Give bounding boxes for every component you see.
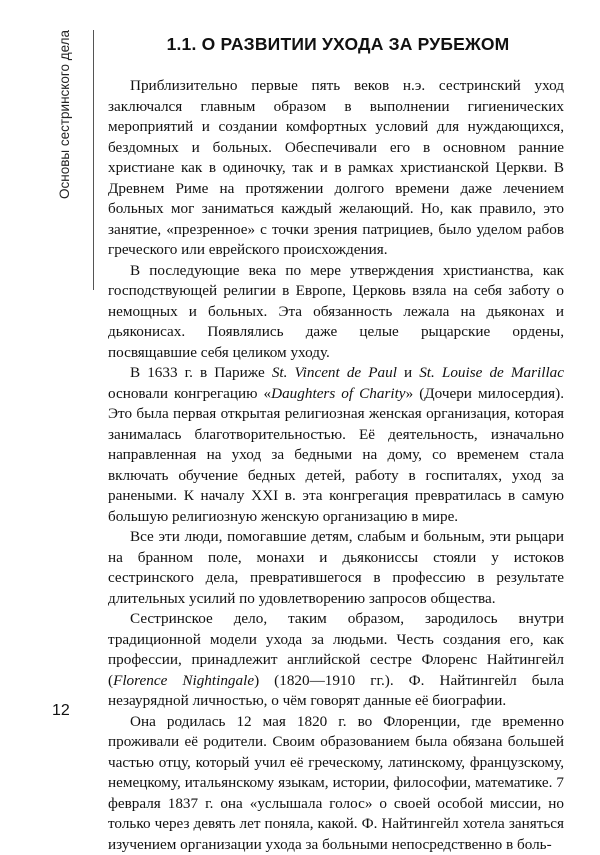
paragraph-3-name-louise: St. Louise de Marillac (419, 364, 564, 381)
body-text (108, 76, 564, 855)
running-head: Основы сестринского дела (57, 30, 72, 290)
paragraph-6: Она родилась 12 мая 1820 г. во Флоренции, где временно проживали её родители. Своим образованием была обязана большей частью отцу, который учил её греческому, латинскому, французскому, немецкому, итальянскому языкам, истории, философии, математике. 7 февраля 1837 г. она «услышала голос» о своей особой миссии, но только через девять лет поняла, какой. Ф. Найтингейл хотела заняться изучением организации ухода за больными непосредственно в боль- (108, 712, 564, 855)
paragraph-3-text-a: В 1633 г. в Париже (130, 364, 272, 381)
page-number: 12 (52, 702, 70, 720)
paragraph-3-text-b: и (397, 364, 419, 381)
paragraph-3-text-d: » (Дочери милосердия). Это была первая открытая религиозная женская организация, которая занималась благотворительностью. Её деятельность, изначально направленная на уход за бедными на дому, со временем стала включать обучение бедных детей, работу в госпиталях, уход за ранеными. К началу XXI в. эта конгрегация превратилась в самую большую религиозную женскую организацию в мире. (108, 385, 564, 525)
paragraph-3-name-vincent: St. Vincent de Paul (272, 364, 397, 381)
paragraph-5-name-nightingale: Florence Nightingale (113, 672, 254, 689)
running-head-rule (93, 30, 94, 290)
paragraph-5-text-b: ) (1820—1910 гг.). Ф. Найтингейл была незаурядной личностью, о чём говорят данные её биографии. (108, 672, 564, 710)
paragraph-1: Приблизительно первые пять веков н.э. сестринский уход заключался главным образом в выполнении гигиенических мероприятий и создании комфортных условий для нуждающихся, бездомных и больных. Обеспечивали его в основном ранние христиане как в одиночку, так и в рамках христианской Церкви. В Древнем Риме на протяжении долгого времени даже лечением больных мог заниматься каждый желающий. Но, как правило, это занятие, «презренное» с точки зрения патрициев, было уделом рабов греческого или еврейского происхождения. (108, 76, 564, 261)
paragraph-3 (108, 363, 564, 527)
paragraph-3-text-c: основали конгрегацию « (108, 385, 271, 402)
paragraph-5 (108, 609, 564, 712)
section-title: 1.1. О РАЗВИТИИ УХОДА ЗА РУБЕЖОМ (108, 34, 568, 55)
paragraph-3-congregation-name: Daughters of Charity (271, 385, 405, 402)
paragraph-5-text-a: Сестринское дело, таким образом, зародилось внутри традиционной модели ухода за людьми. Честь создания его, как профессии, принадлежит английской сестре Флоренс Найтингейл ( (108, 610, 564, 689)
paragraph-2: В последующие века по мере утверждения христианства, как господствующей религии в Европе, Церковь взяла на себя заботу о немощных и больных. Эта обязанность лежала на дьяконах и дьяконисах. Появлялись даже целые рыцарские ордены, посвящавшие себя целиком уходу. (108, 261, 564, 364)
paragraph-4: Все эти люди, помогавшие детям, слабым и больным, эти рыцари на бранном поле, монахи и дьякониссы стояли у истоков сестринского дела, превратившегося в профессию в результате длительных усилий по удовлетворению запросов общества. (108, 527, 564, 609)
